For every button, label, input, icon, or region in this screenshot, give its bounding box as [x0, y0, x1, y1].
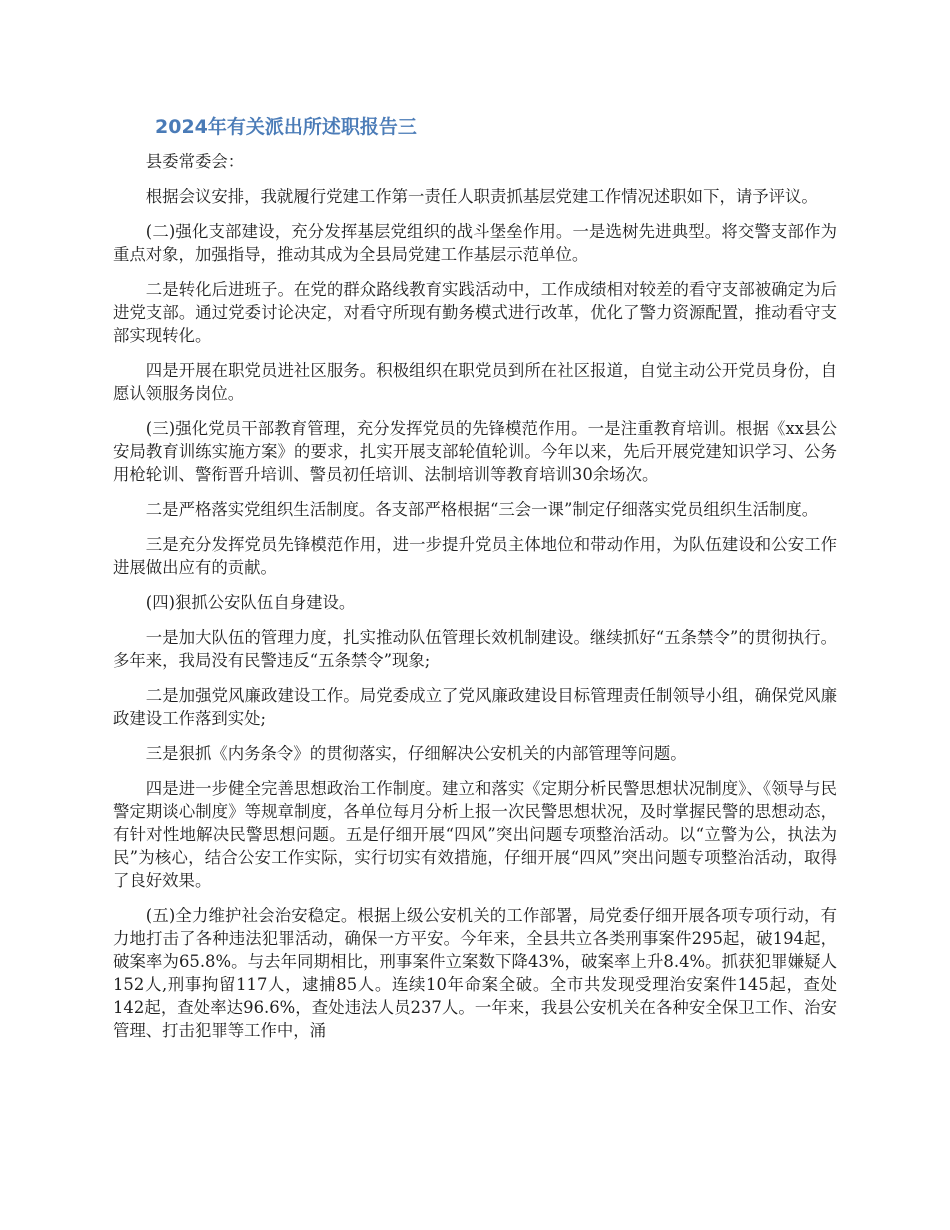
paragraph: (三)强化党员干部教育管理，充分发挥党员的先锋模范作用。一是注重教育培训。根据《xx县公安局教育训练实施方案》的要求，扎实开展支部轮值轮训。今年以来，先后开展党建知识学习、公务用枪轮训、警衔晋升培训、警员初任培训、法制培训等教育培训30余场次。 [113, 419, 837, 484]
paragraph: (五)全力维护社会治安稳定。根据上级公安机关的工作部署，局党委仔细开展各项专项行动，有力地打击了各种违法犯罪活动，确保一方平安。今年来，全县共立各类刑事案件295起，破194起，破案率为65.8%。与去年同期相比，刑事案件立案数下降43%，破案率上升8.4%。抓获犯罪嫌疑人152人,刑事拘留117人，逮捕85人。连续10年命案全破。全市共发现受理治安案件145起，查处142起，查处率达96.6%，查处违法人员237人。一年来，我县公安机关在各种安全保卫工作、治安管理、打击犯罪等工作中，涌 [113, 906, 837, 1040]
paragraph: 二是严格落实党组织生活制度。各支部严格根据“三会一课”制定仔细落实党员组织生活制度。 [145, 500, 819, 519]
document-body [113, 150, 837, 1054]
paragraph: 四是进一步健全完善思想政治工作制度。建立和落实《定期分析民警思想状况制度》、《领导与民警定期谈心制度》等规章制度，各单位每月分析上报一次民警思想状况，及时掌握民警的思想动态，有针对性地解决民警思想问题。五是仔细开展“四风”突出问题专项整治活动。以“立警为公，执法为民”为核心，结合公安工作实际，实行切实有效措施，仔细开展“四风”突出问题专项整治活动，取得了良好效果。 [113, 779, 837, 890]
paragraph: 三是狠抓《内务条令》的贯彻落实，仔细解决公安机关的内部管理等问题。 [145, 744, 687, 763]
paragraph: 四是开展在职党员进社区服务。积极组织在职党员到所在社区报道，自觉主动公开党员身份，自愿认领服务岗位。 [113, 361, 837, 403]
paragraph: (二)强化支部建设，充分发挥基层党组织的战斗堡垒作用。一是选树先进典型。将交警支部作为重点对象，加强指导，推动其成为全县局党建工作基层示范单位。 [113, 222, 837, 264]
salutation: 县委常委会： [145, 152, 245, 171]
paragraph: 根据会议安排，我就履行党建工作第一责任人职责抓基层党建工作情况述职如下，请予评议。 [145, 187, 818, 206]
paragraph: 二是加强党风廉政建设工作。局党委成立了党风廉政建设目标管理责任制领导小组，确保党风廉政建设工作落到实处; [113, 686, 837, 728]
paragraph: 一是加大队伍的管理力度，扎实推动队伍管理长效机制建设。继续抓好“五条禁令”的贯彻执行。多年来，我局没有民警违反“五条禁令”现象; [113, 628, 837, 670]
paragraph: 二是转化后进班子。在党的群众路线教育实践活动中，工作成绩相对较差的看守支部被确定为后进党支部。通过党委讨论决定，对看守所现有勤务模式进行改革，优化了警力资源配置，推动看守支部实现转化。 [113, 280, 837, 345]
document-title: 2024年有关派出所述职报告三 [155, 116, 417, 138]
paragraph: 三是充分发挥党员先锋模范作用，进一步提升党员主体地位和带动作用，为队伍建设和公安工作进展做出应有的贡献。 [113, 535, 837, 577]
section-heading: (四)狠抓公安队伍自身建设。 [145, 593, 356, 612]
